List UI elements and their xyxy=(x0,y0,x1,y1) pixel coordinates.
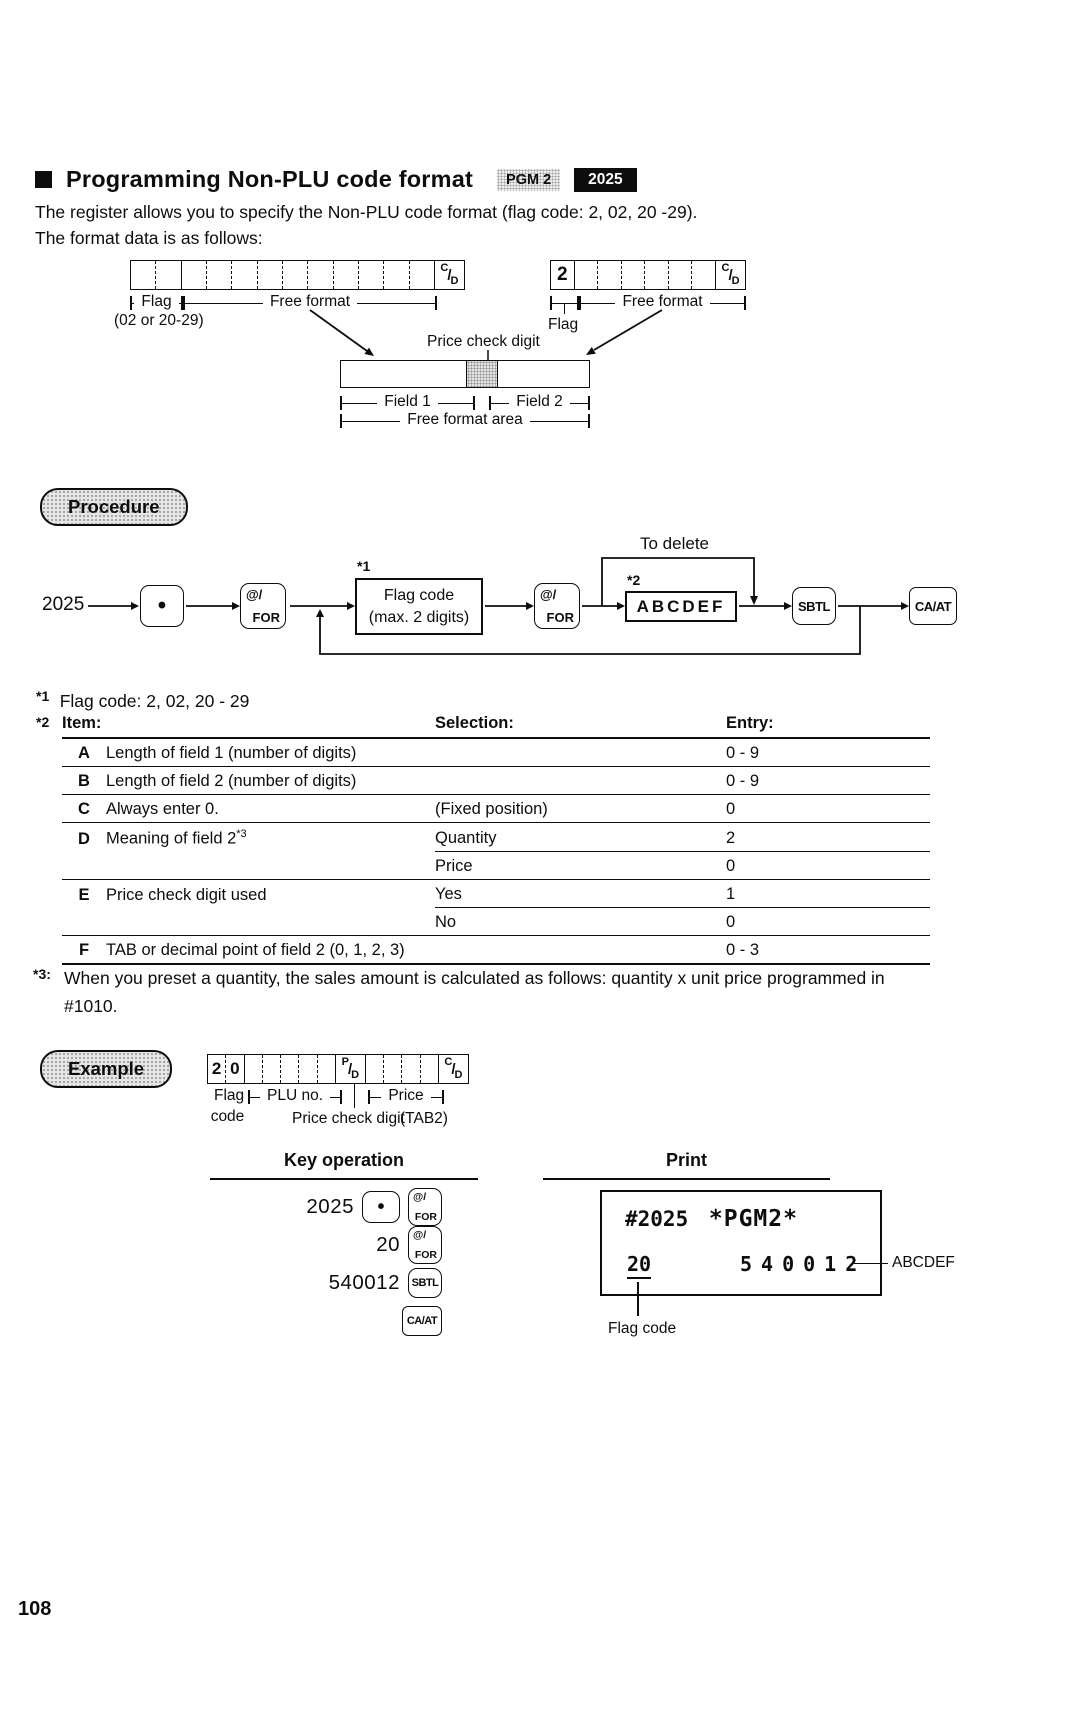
print-annotation-label: ABCDEF xyxy=(892,1254,955,1271)
entry-cell: 0 - 9 xyxy=(726,744,760,762)
cd-glyph: C / D xyxy=(440,262,459,287)
format-cell xyxy=(358,261,383,289)
print-heading: Print xyxy=(543,1150,830,1180)
description-cell: Price check digit used xyxy=(106,885,267,904)
entry-cell: 0 - 9 xyxy=(726,772,760,790)
left-flag-label: Flag xyxy=(141,293,172,310)
item-cell: D xyxy=(78,829,90,848)
format-cell xyxy=(621,261,645,289)
table-row xyxy=(62,936,930,965)
example-heading: Example xyxy=(40,1050,172,1088)
flag-code-box xyxy=(355,578,483,635)
footnote1 xyxy=(36,688,249,712)
format-cell xyxy=(335,1055,365,1083)
format-cell xyxy=(401,1055,419,1083)
section-title: Programming Non-PLU code format xyxy=(66,166,474,192)
example-plu-label: PLU no. xyxy=(267,1087,324,1104)
selection-cell: Yes xyxy=(435,880,680,908)
print-job-number: #2025 xyxy=(625,1207,689,1231)
format-cell xyxy=(206,261,231,289)
entry-cell: 0 - 3 xyxy=(726,940,760,959)
print-header-line xyxy=(625,1206,798,1232)
procedure-heading: Procedure xyxy=(40,488,188,526)
sbtl-key: SBTL xyxy=(792,587,836,625)
entry-cell: 0 xyxy=(726,856,736,875)
table-row xyxy=(62,852,930,880)
print-flag-value: 20 xyxy=(627,1252,651,1279)
description-cell: Always enter 0. xyxy=(106,800,219,818)
intro-line-1: The register allows you to specify the Non-PLU code format (flag code: 2, 02, 20 -29). xyxy=(35,202,698,222)
item-cell: A xyxy=(78,744,90,762)
item-cell: B xyxy=(78,772,90,790)
key-operation-row xyxy=(230,1264,442,1302)
entry-cell: 1 xyxy=(680,880,930,908)
flag-code-box-line2: (max. 2 digits) xyxy=(368,608,470,626)
format-cell xyxy=(409,261,434,289)
entry-cell: 0 xyxy=(726,912,736,931)
format-cell xyxy=(383,261,408,289)
intro-line-2: The format data is as follows: xyxy=(35,228,263,248)
field2-cell xyxy=(498,361,589,387)
section-bullet-icon xyxy=(35,171,52,188)
format-cell xyxy=(280,1055,298,1083)
selection-cell xyxy=(435,740,680,766)
format-diagram xyxy=(0,250,1080,445)
selection-cell xyxy=(435,768,680,794)
format-cell: 0 xyxy=(225,1055,243,1083)
format-cell xyxy=(383,1055,401,1083)
right-free-format-label: Free format xyxy=(622,293,703,310)
format-cell xyxy=(262,1055,280,1083)
description-cell xyxy=(106,853,435,879)
format-box-short-flag xyxy=(550,260,746,290)
pgm-mode-badge: PGM 2 xyxy=(497,169,560,191)
field2-label: Field 2 xyxy=(516,393,563,410)
print-mode-label: *PGM2* xyxy=(708,1206,798,1232)
table-row xyxy=(62,739,930,767)
format-cell xyxy=(365,1055,383,1083)
format-cell xyxy=(257,261,282,289)
format-cell xyxy=(644,261,668,289)
example-plu-measure xyxy=(248,1087,342,1104)
format-cell xyxy=(131,261,155,289)
format-cell xyxy=(317,1055,335,1083)
field2-measure xyxy=(489,393,590,410)
format-cell xyxy=(597,261,621,289)
item-cell xyxy=(62,853,106,879)
description-cell: Meaning of field 2$^{*3}$ xyxy=(106,828,247,848)
print-annotation-line xyxy=(854,1263,888,1264)
table-row xyxy=(62,795,930,823)
footnote1-ref-marker: *1 xyxy=(357,558,371,574)
at-for-key: @/ FOR xyxy=(534,583,580,629)
selection-cell: No xyxy=(435,912,457,931)
section-header xyxy=(35,166,637,193)
format-cell xyxy=(282,261,307,289)
entry-cell: 2 xyxy=(680,824,930,852)
flag-range-label: (02 or 20-29) xyxy=(114,312,204,329)
footnote3 xyxy=(33,966,51,990)
example-pcd-label: Price check digit xyxy=(292,1110,405,1127)
format-cell xyxy=(434,261,464,289)
description-cell xyxy=(106,909,435,935)
example-flag-label: Flag xyxy=(214,1087,245,1104)
example-price-label: Price xyxy=(388,1087,424,1104)
selection-cell: (Fixed position) xyxy=(435,800,548,818)
format-cell xyxy=(438,1055,468,1083)
header-selection: Selection: xyxy=(435,714,514,732)
right-free-format-measure xyxy=(579,293,746,310)
ca-at-key: CA/AT xyxy=(402,1306,442,1336)
key-operation-value: 540012 xyxy=(328,1271,400,1294)
at-for-key: @/ FOR xyxy=(408,1226,442,1264)
cd-glyph: C / D xyxy=(444,1056,463,1081)
format-cell: 2 xyxy=(557,264,568,285)
abcdef-box: ABCDEF xyxy=(625,591,737,622)
free-format-area-box xyxy=(340,360,590,388)
format-cell xyxy=(181,261,206,289)
format-cell xyxy=(244,1055,262,1083)
entry-cell: 0 xyxy=(726,800,736,818)
page-number: 108 xyxy=(18,1598,52,1620)
example-tab-label: (TAB2) xyxy=(400,1110,448,1127)
example-flag-measure xyxy=(207,1087,248,1104)
footnote3-line1: When you preset a quantity, the sales amount is calculated as follows: quantity x unit price programmed in xyxy=(64,968,885,988)
dot-key: • xyxy=(362,1191,400,1223)
example-format-box xyxy=(207,1054,469,1084)
footnote2-ref: *2 xyxy=(36,714,50,730)
free-format-area-label: Free format area xyxy=(407,411,523,428)
format-cell xyxy=(668,261,692,289)
example-pcd-pointer-line xyxy=(354,1084,355,1108)
footnote3-ref: *3: xyxy=(33,966,51,982)
key-operation-value: 20 xyxy=(376,1233,400,1256)
format-cell xyxy=(307,261,332,289)
header-entry: Entry: xyxy=(726,714,774,732)
format-cell xyxy=(333,261,358,289)
field1-cell xyxy=(341,361,467,387)
item-cell: E xyxy=(78,885,90,904)
field1-measure xyxy=(340,393,475,410)
format-cell xyxy=(420,1055,438,1083)
footnote3-line2: #1010. xyxy=(64,996,118,1016)
format-cell xyxy=(574,261,598,289)
header-item: Item: xyxy=(62,714,102,732)
at-for-key: @/ FOR xyxy=(240,583,286,629)
selection-cell: Quantity xyxy=(435,824,680,852)
right-flag-pointer-line xyxy=(564,303,565,314)
ca-at-key: CA/AT xyxy=(909,587,957,625)
table-row xyxy=(62,908,930,936)
item-selection-entry-table xyxy=(62,712,930,965)
procedure-start-value: 2025 xyxy=(42,594,85,615)
field1-label: Field 1 xyxy=(384,393,431,410)
left-free-format-measure xyxy=(183,293,437,310)
job-code-badge: 2025 xyxy=(574,168,636,192)
footnote1-text: Flag code: 2, 02, 20 - 29 xyxy=(59,691,250,711)
table-row xyxy=(62,823,930,852)
format-cell: 2 xyxy=(211,1059,222,1078)
selection-cell xyxy=(435,937,680,963)
table-row xyxy=(62,767,930,795)
cd-glyph: C / D xyxy=(721,262,740,287)
format-cell xyxy=(691,261,715,289)
format-box-long-flag xyxy=(130,260,465,290)
procedure-flow xyxy=(0,528,1080,678)
description-cell: Length of field 2 (number of digits) xyxy=(106,772,357,790)
to-delete-label: To delete xyxy=(640,534,709,553)
left-flag-measure xyxy=(130,293,183,310)
key-operation-row xyxy=(230,1188,442,1226)
example-code-label: code xyxy=(210,1108,245,1125)
price-check-digit-label: Price check digit xyxy=(427,333,540,350)
flag-code-box-line1: Flag code xyxy=(383,586,455,604)
format-cell xyxy=(231,261,256,289)
left-free-format-label: Free format xyxy=(269,293,351,310)
free-format-area-measure xyxy=(340,411,590,428)
format-cell xyxy=(715,261,745,289)
print-flag-code-label: Flag code xyxy=(608,1320,677,1337)
format-cell xyxy=(298,1055,316,1083)
key-operation-row xyxy=(230,1302,442,1340)
dot-key: • xyxy=(140,585,184,627)
item-cell xyxy=(62,909,106,935)
print-code-value: 540012 xyxy=(740,1252,867,1276)
key-operation-row xyxy=(230,1226,442,1264)
description-cell: TAB or decimal point of field 2 (0, 1, 2, 3) xyxy=(106,940,405,959)
item-cell: C xyxy=(78,800,90,818)
print-flag-pointer-line xyxy=(637,1282,639,1316)
table-row xyxy=(62,880,930,908)
key-operation-value: 2025 xyxy=(306,1195,354,1218)
description-cell: Length of field 1 (number of digits) xyxy=(106,744,357,762)
key-operation-sequence xyxy=(230,1188,442,1340)
format-cell xyxy=(155,261,180,289)
pd-glyph: P / D xyxy=(341,1056,360,1081)
item-cell: F xyxy=(78,940,90,959)
sbtl-key: SBTL xyxy=(408,1268,442,1298)
right-flag-label: Flag xyxy=(548,316,579,333)
footnote1-ref: *1 xyxy=(36,688,50,704)
table-header-row xyxy=(62,712,930,739)
price-check-digit-cell xyxy=(467,361,498,387)
example-price-measure xyxy=(368,1087,444,1104)
selection-cell: Price xyxy=(435,856,473,875)
at-for-key: @/ FOR xyxy=(408,1188,442,1226)
footnote2-ref-marker: *2 xyxy=(627,572,641,588)
example-diagram xyxy=(0,1050,1080,1190)
key-operation-heading: Key operation xyxy=(210,1150,478,1180)
